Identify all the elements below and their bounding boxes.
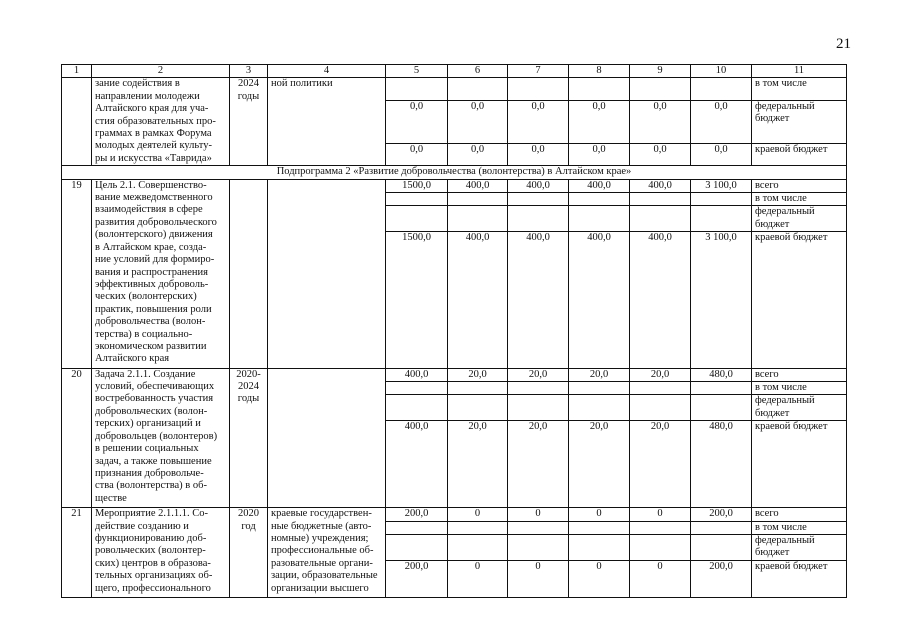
budget-value: 3 100,0 [691,232,752,368]
budget-value [508,521,569,534]
budget-value [569,206,630,232]
budget-value [569,193,630,206]
entry-name-line: вание межведомственного [95,192,213,204]
entry-name-line: ства (волонтерства) в об- [95,480,207,492]
budget-value: 0,0 [448,100,508,143]
budget-value [386,78,448,100]
entry-name-line: ние условий для формиро- [95,254,215,266]
budget-value: 400,0 [630,232,691,368]
budget-value [386,193,448,206]
budget-value [386,206,448,232]
budget-value [448,521,508,534]
budget-value [386,521,448,534]
column-number: 4 [268,65,386,78]
budget-value [569,521,630,534]
entry-name [92,179,230,368]
budget-value: 480,0 [691,368,752,381]
entry-executor [268,508,386,598]
budget-value: 400,0 [448,232,508,368]
funding-source: краевой бюджет [752,560,847,597]
budget-value [630,534,691,560]
funding-source: федеральный бюджет [752,206,847,232]
entry-name-line: ществе [95,492,127,504]
budget-value: 0,0 [386,100,448,143]
budget-value: 400,0 [386,368,448,381]
entry-name-line: граммах в рамках Форума [95,128,212,140]
budget-value: 20,0 [569,421,630,508]
entry-name-line: зание содействия в [95,78,180,90]
budget-value [569,395,630,421]
entry-name-line: востребованность участия [95,393,214,405]
budget-value: 20,0 [630,421,691,508]
budget-value: 0,0 [448,143,508,165]
entry-executor [268,78,386,166]
column-number: 9 [630,65,691,78]
column-number: 2 [92,65,230,78]
budget-value: 3 100,0 [691,179,752,192]
row-number: 21 [62,508,92,598]
budget-value: 200,0 [691,508,752,521]
entry-executor-line: ной политики [271,78,333,90]
budget-value: 20,0 [630,368,691,381]
budget-value: 200,0 [386,560,448,597]
funding-source: краевой бюджет [752,232,847,368]
entry-name-line: Алтайского края для уча- [95,103,209,115]
funding-source: в том числе [752,78,847,100]
entry-executor [268,179,386,368]
entry-name-line: стия образовательных про- [95,115,216,127]
entry-name-line: добровольчества (волон- [95,316,206,328]
entry-name-line: добровольцев (волонтеров) [95,430,218,442]
budget-value: 0 [448,560,508,597]
budget-value [691,382,752,395]
entry-name-line: щего, профессионального [95,582,211,594]
column-number: 7 [508,65,569,78]
entry-executor-line: ные бюджетные (авто- [271,520,372,532]
budget-value: 1500,0 [386,232,448,368]
budget-value [630,521,691,534]
row-number: 19 [62,179,92,368]
budget-value [691,395,752,421]
column-number: 3 [230,65,268,78]
entry-name [92,508,230,598]
funding-source: в том числе [752,193,847,206]
budget-value: 400,0 [569,232,630,368]
entry-executor-line: профессиональные об- [271,545,374,557]
budget-value [691,193,752,206]
budget-value: 0,0 [630,100,691,143]
entry-executor [268,368,386,507]
entry-name-line: в Алтайском крае, созда- [95,241,207,253]
budget-value [386,382,448,395]
budget-value: 400,0 [630,179,691,192]
table-row [62,179,847,192]
entry-name-line: терства) в социально- [95,328,193,340]
budget-value: 200,0 [386,508,448,521]
column-number: 11 [752,65,847,78]
budget-value [448,78,508,100]
table-row [62,508,847,521]
budget-value: 400,0 [508,179,569,192]
budget-value [630,382,691,395]
budget-value: 20,0 [448,421,508,508]
budget-value: 0,0 [569,143,630,165]
budget-value: 20,0 [448,368,508,381]
budget-value [691,78,752,100]
budget-value [691,206,752,232]
entry-name-line: взаимодействия в сфере [95,204,203,216]
budget-value [448,534,508,560]
budget-value: 0 [630,508,691,521]
entry-name [92,78,230,166]
column-number: 5 [386,65,448,78]
entry-period [230,78,268,166]
entry-period-line: 2020 [238,508,259,520]
budget-value [448,395,508,421]
funding-source: всего [752,508,847,521]
budget-value: 0,0 [569,100,630,143]
entry-name-line: эффективных доброволь- [95,278,209,290]
budget-value: 0 [448,508,508,521]
budget-value: 20,0 [508,368,569,381]
entry-name-line: Алтайского края [95,353,170,365]
budget-value: 20,0 [508,421,569,508]
funding-source: краевой бюджет [752,143,847,165]
column-number: 1 [62,65,92,78]
entry-name-line: практик, повышения роли [95,303,212,315]
subprogram-title: Подпрограмма 2 «Развитие добровольчества (волонтерства) в Алтайском крае» [62,166,847,179]
funding-source: всего [752,368,847,381]
budget-value [448,382,508,395]
budget-value: 0 [508,560,569,597]
budget-value: 400,0 [386,421,448,508]
entry-name-line: ровольческих (волонтер- [95,545,206,557]
budget-value: 0 [569,508,630,521]
entry-executor-line: краевые государствен- [271,508,372,520]
budget-value: 0,0 [386,143,448,165]
budget-value [630,78,691,100]
entry-name-line: ры и искусства «Таврида» [95,152,212,164]
budget-value [569,534,630,560]
entry-name-line: задач, а также повышение [95,455,212,467]
budget-value [569,382,630,395]
budget-value [630,206,691,232]
budget-value [508,395,569,421]
entry-name-line: признания добровольче- [95,467,204,479]
budget-value: 0,0 [691,143,752,165]
entry-name-line: в решении социальных [95,443,199,455]
budget-value: 0,0 [508,100,569,143]
budget-value: 20,0 [569,368,630,381]
budget-value: 480,0 [691,421,752,508]
budget-value: 400,0 [448,179,508,192]
entry-executor-line: разовательные органи- [271,557,373,569]
budget-value [508,534,569,560]
table-row [62,78,847,100]
entry-name-line: молодых деятелей культу- [95,140,213,152]
entry-name-line: тельных организациях об- [95,570,213,582]
entry-period [230,508,268,598]
entry-name-line: терских) организаций и [95,418,201,430]
entry-name-line: Цель 2.1. Совершенство- [95,179,207,191]
column-number: 10 [691,65,752,78]
entry-name-line: развития добровольческого [95,216,217,228]
budget-value [508,382,569,395]
entry-period-line: годы [237,393,260,405]
entry-period [230,179,268,368]
budget-value: 0,0 [630,143,691,165]
row-number [62,78,92,166]
table-row [62,368,847,381]
budget-value [691,521,752,534]
budget-value: 0 [630,560,691,597]
budget-value [508,78,569,100]
budget-value: 400,0 [569,179,630,192]
budget-value [630,193,691,206]
entry-period-line: 2024 [238,78,259,90]
budget-value: 1500,0 [386,179,448,192]
budget-value: 200,0 [691,560,752,597]
entry-name-line: Мероприятие 2.1.1.1. Со- [95,508,209,520]
entry-executor-line: организации высшего [271,582,369,594]
entry-executor-line: номные) учреждения; [271,532,369,544]
entry-period-line: 2020- [236,368,261,380]
budget-value [691,534,752,560]
entry-period-line: годы [237,90,260,102]
budget-value [448,206,508,232]
entry-name-line: ческих (волонтерских) [95,291,197,303]
budget-value [508,193,569,206]
budget-value [386,534,448,560]
funding-source: федеральный бюджет [752,534,847,560]
entry-name-line: экономическом развитии [95,340,207,352]
entry-name-line: условий, обеспечивающих [95,381,215,393]
budget-value [386,395,448,421]
entry-period-line: год [241,520,256,532]
budget-value: 400,0 [508,232,569,368]
row-number: 20 [62,368,92,507]
budget-value [569,78,630,100]
funding-source: федеральный бюджет [752,100,847,143]
entry-name-line: действие созданию и [95,520,189,532]
entry-period [230,368,268,507]
program-table [61,64,847,598]
entry-name-line: вания и распространения [95,266,209,278]
entry-name-line: добровольческих (волон- [95,405,208,417]
column-number: 8 [569,65,630,78]
budget-value [630,395,691,421]
budget-value [508,206,569,232]
funding-source: краевой бюджет [752,421,847,508]
entry-name-line: ских) центров в образова- [95,557,211,569]
funding-source: федеральный бюджет [752,395,847,421]
budget-value: 0 [508,508,569,521]
budget-value [448,193,508,206]
page-number: 21 [836,36,851,52]
column-number: 6 [448,65,508,78]
budget-value: 0 [569,560,630,597]
entry-name-line: направлении молодежи [95,90,200,102]
entry-executor-line: зации, образовательные [271,570,378,582]
entry-name-line: функционированию доб- [95,532,207,544]
subprogram-row [62,166,847,179]
funding-source: в том числе [752,382,847,395]
entry-name [92,368,230,507]
budget-value: 0,0 [691,100,752,143]
budget-value: 0,0 [508,143,569,165]
column-number-row [62,65,847,78]
entry-name-line: (волонтерского) движения [95,229,213,241]
entry-period-line: 2024 [238,381,259,393]
funding-source: в том числе [752,521,847,534]
entry-name-line: Задача 2.1.1. Создание [95,368,196,380]
funding-source: всего [752,179,847,192]
